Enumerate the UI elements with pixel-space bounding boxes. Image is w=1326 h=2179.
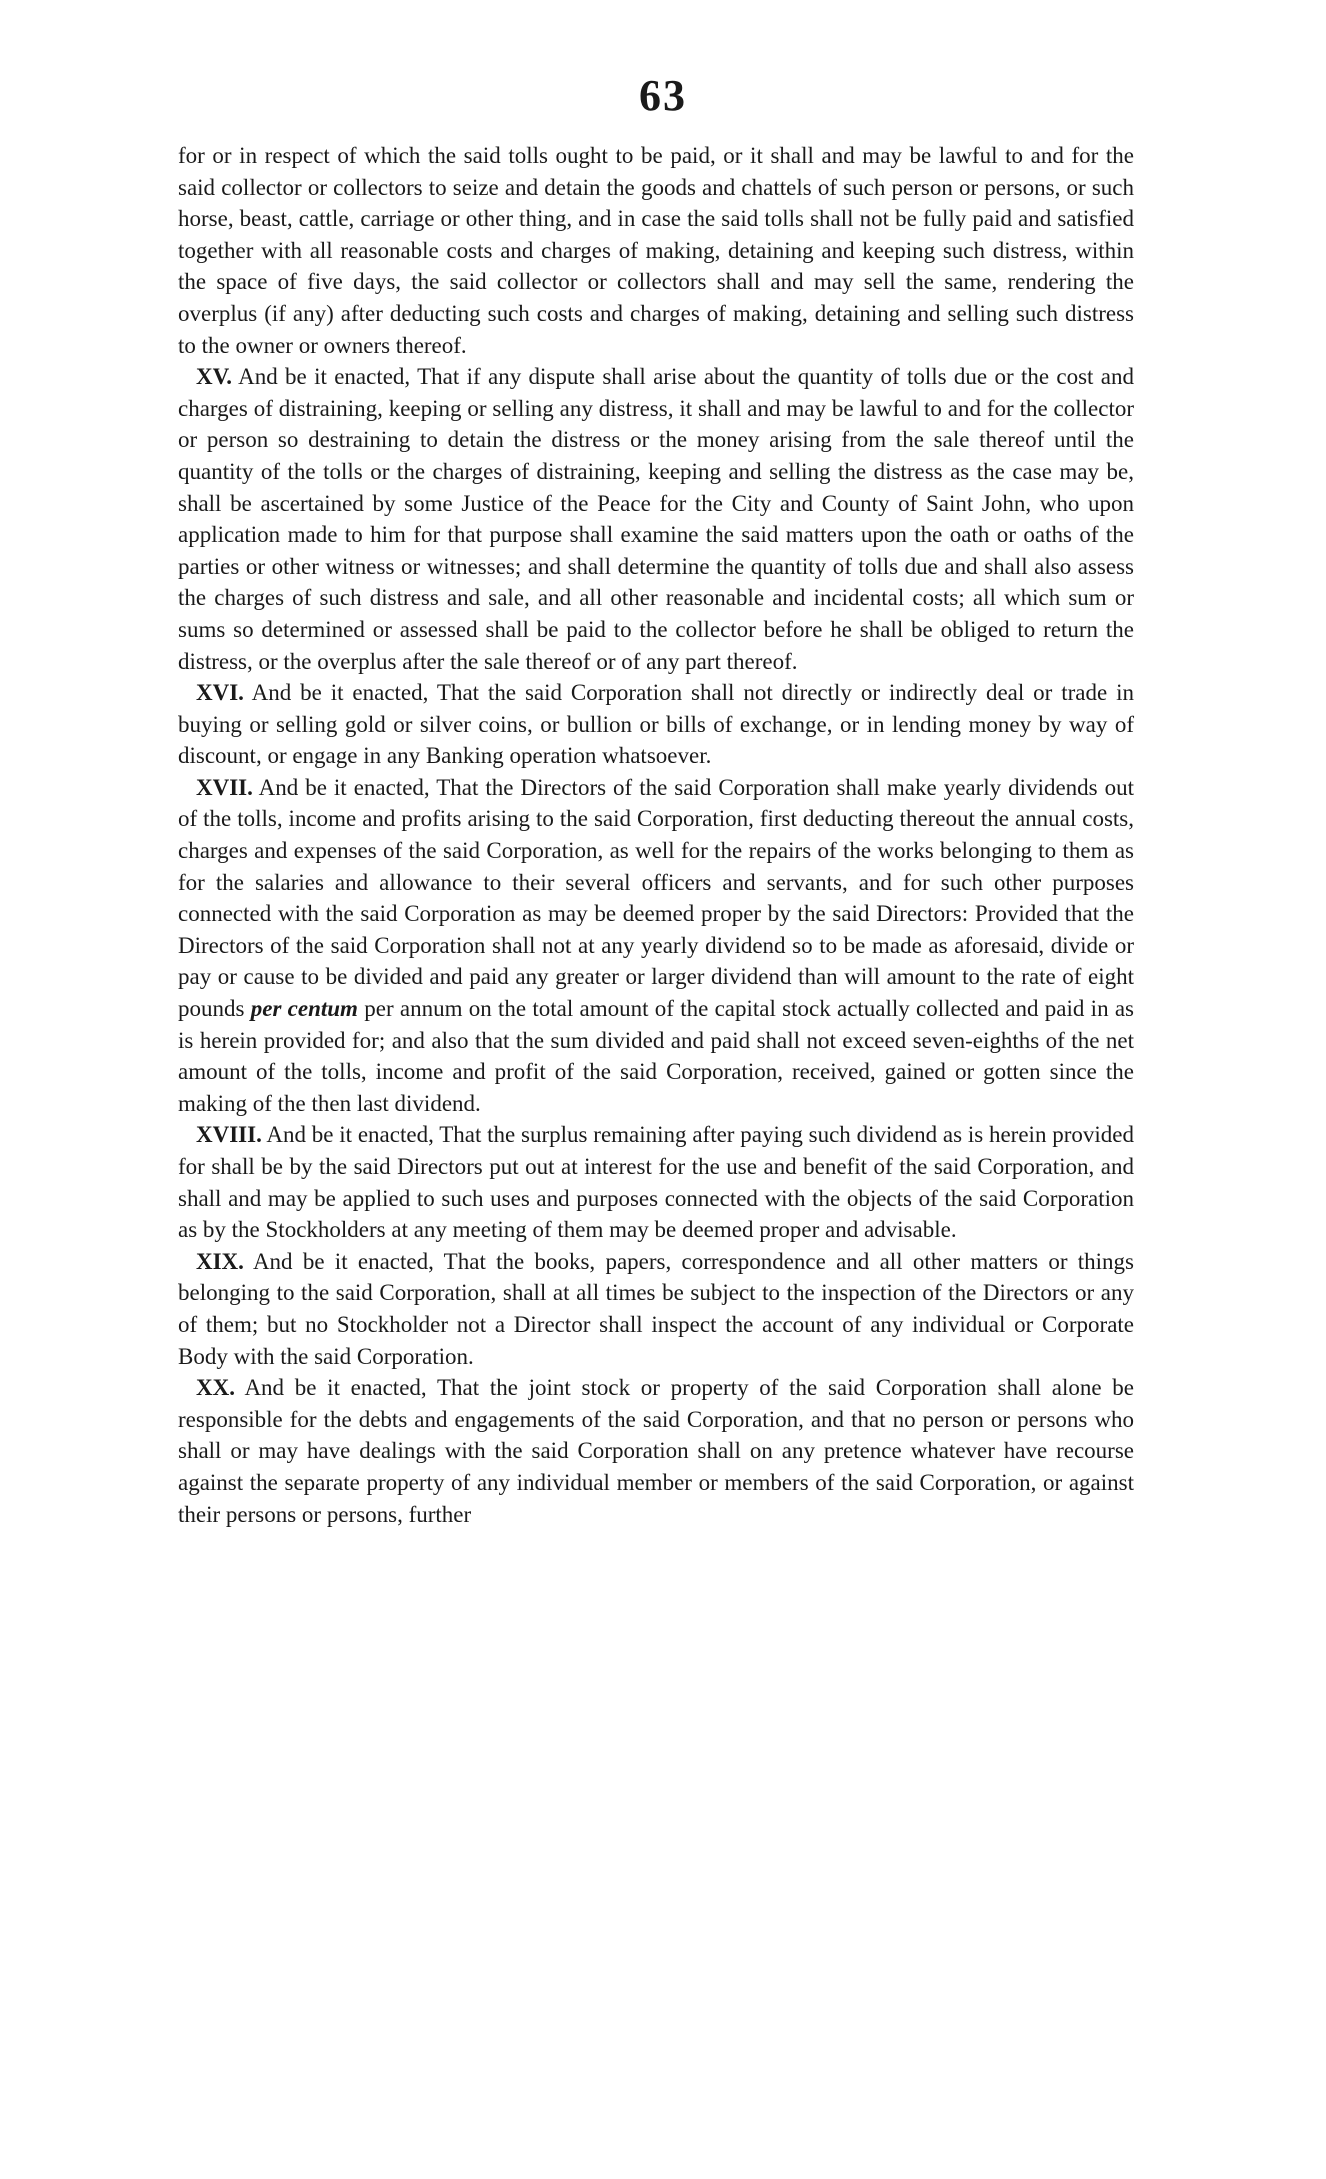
section-xvi [178, 677, 1134, 772]
section-text: And be it enacted, That the books, papers, correspondence and all other matters or things belonging to the said Corporation, shall at all times be subject to the inspection of the Directors or any of them; but no Stockholder not a Director shall inspect the account of any individual or Corporate Body with the said Corporation. [178, 1248, 1134, 1369]
section-xx [178, 1372, 1134, 1530]
section-xviii [178, 1119, 1134, 1245]
page-number: 63 [639, 71, 687, 120]
section-number: XIX. [196, 1248, 244, 1274]
section-text-continued: per annum on the total amount of the capital stock actually collected and paid in as is herein provided for; and also that the sum divided and paid shall not exceed seven-eighths of the net amount of the tolls, income and profit of the said Corporation, received, gained or gotten since the making of the then last dividend. [178, 996, 1135, 1116]
section-text: And be it enacted, That the surplus remaining after paying such dividend as is herein provided for shall be by the said Directors put out at interest for the use and benefit of the said Corporation, and shall and may be applied to such uses and purposes connected with the objects of the said Corporation as by the Stockholders at any meeting of them may be deemed proper and advisable. [178, 1122, 1134, 1243]
section-number: XVII. [196, 774, 253, 800]
document-body [178, 140, 1134, 1530]
paragraph-text: for or in respect of which the said tolls ought to be paid, or it shall and may be lawful to and for the said collector or collectors to seize and detain the goods and chattels of such person or persons, or such horse, beast, cattle, carriage or other thing, and in case the said tolls shall not be fully paid and satisfied together with all reasonable costs and charges of making, detaining and keeping such distress, within the space of five days, the said collector or collectors shall and may sell the same, rendering the overplus (if any) after deducting such costs and charges of making, detaining and selling such distress to the owner or owners thereof. [178, 143, 1134, 358]
section-number: XV. [196, 364, 233, 390]
section-xix [178, 1246, 1134, 1372]
section-number: XVI. [196, 680, 244, 706]
section-xvii [178, 772, 1134, 1120]
section-number: XVIII. [196, 1122, 262, 1148]
section-xv [178, 361, 1134, 677]
section-number: XX. [196, 1375, 235, 1401]
paragraph-continuation [178, 140, 1134, 361]
section-text: And be it enacted, That if any dispute shall arise about the quantity of tolls due or the cost and charges of distraining, keeping or selling any distress, it shall and may be lawful to and for the collector or person so destraining to detain the distress or the money arising from the sale thereof until the quantity of the tolls or the charges of distraining, keeping and selling the distress as the case may be, shall be ascertained by some Justice of the Peace for the City and County of Saint John, who upon application made to him for that purpose shall examine the said matters upon the oath or oaths of the parties or other witness or witnesses; and shall determine the quantity of tolls due and shall also assess the charges of such distress and sale, and all other reasonable and incidental costs; all which sum or sums so determined or assessed shall be paid to the collector before he shall be obliged to return the distress, or the overplus after the sale thereof or of any part thereof. [178, 364, 1134, 674]
section-text: And be it enacted, That the Directors of the said Corporation shall make yearly dividends out of the tolls, income and profits arising to the said Corporation, first deducting thereout the annual costs, charges and expenses of the said Corporation, as well for the repairs of the works belonging to them as for the salaries and allowance to their several officers and servants, and for such other purposes connected with the said Corporation as may be deemed proper by the said Directors: Provided that the Directors of the said Corporation shall not at any yearly dividend so to be made as aforesaid, divide or pay or cause to be divided and paid any greater or larger dividend than will amount to the rate of eight pounds [178, 774, 1134, 1022]
section-emphasis: per centum [250, 996, 358, 1022]
section-text: And be it enacted, That the joint stock or property of the said Corporation shall alone be responsible for the debts and engagements of the said Corporation, and that no person or persons who shall or may have dealings with the said Corporation shall on any pretence whatever have recourse against the separate property of any individual member or members of the said Corporation, or against their persons or persons, further [178, 1375, 1134, 1527]
section-text: And be it enacted, That the said Corporation shall not directly or indirectly deal or trade in buying or selling gold or silver coins, or bullion or bills of exchange, or in lending money by way of discount, or engage in any Banking operation whatsoever. [178, 680, 1135, 769]
